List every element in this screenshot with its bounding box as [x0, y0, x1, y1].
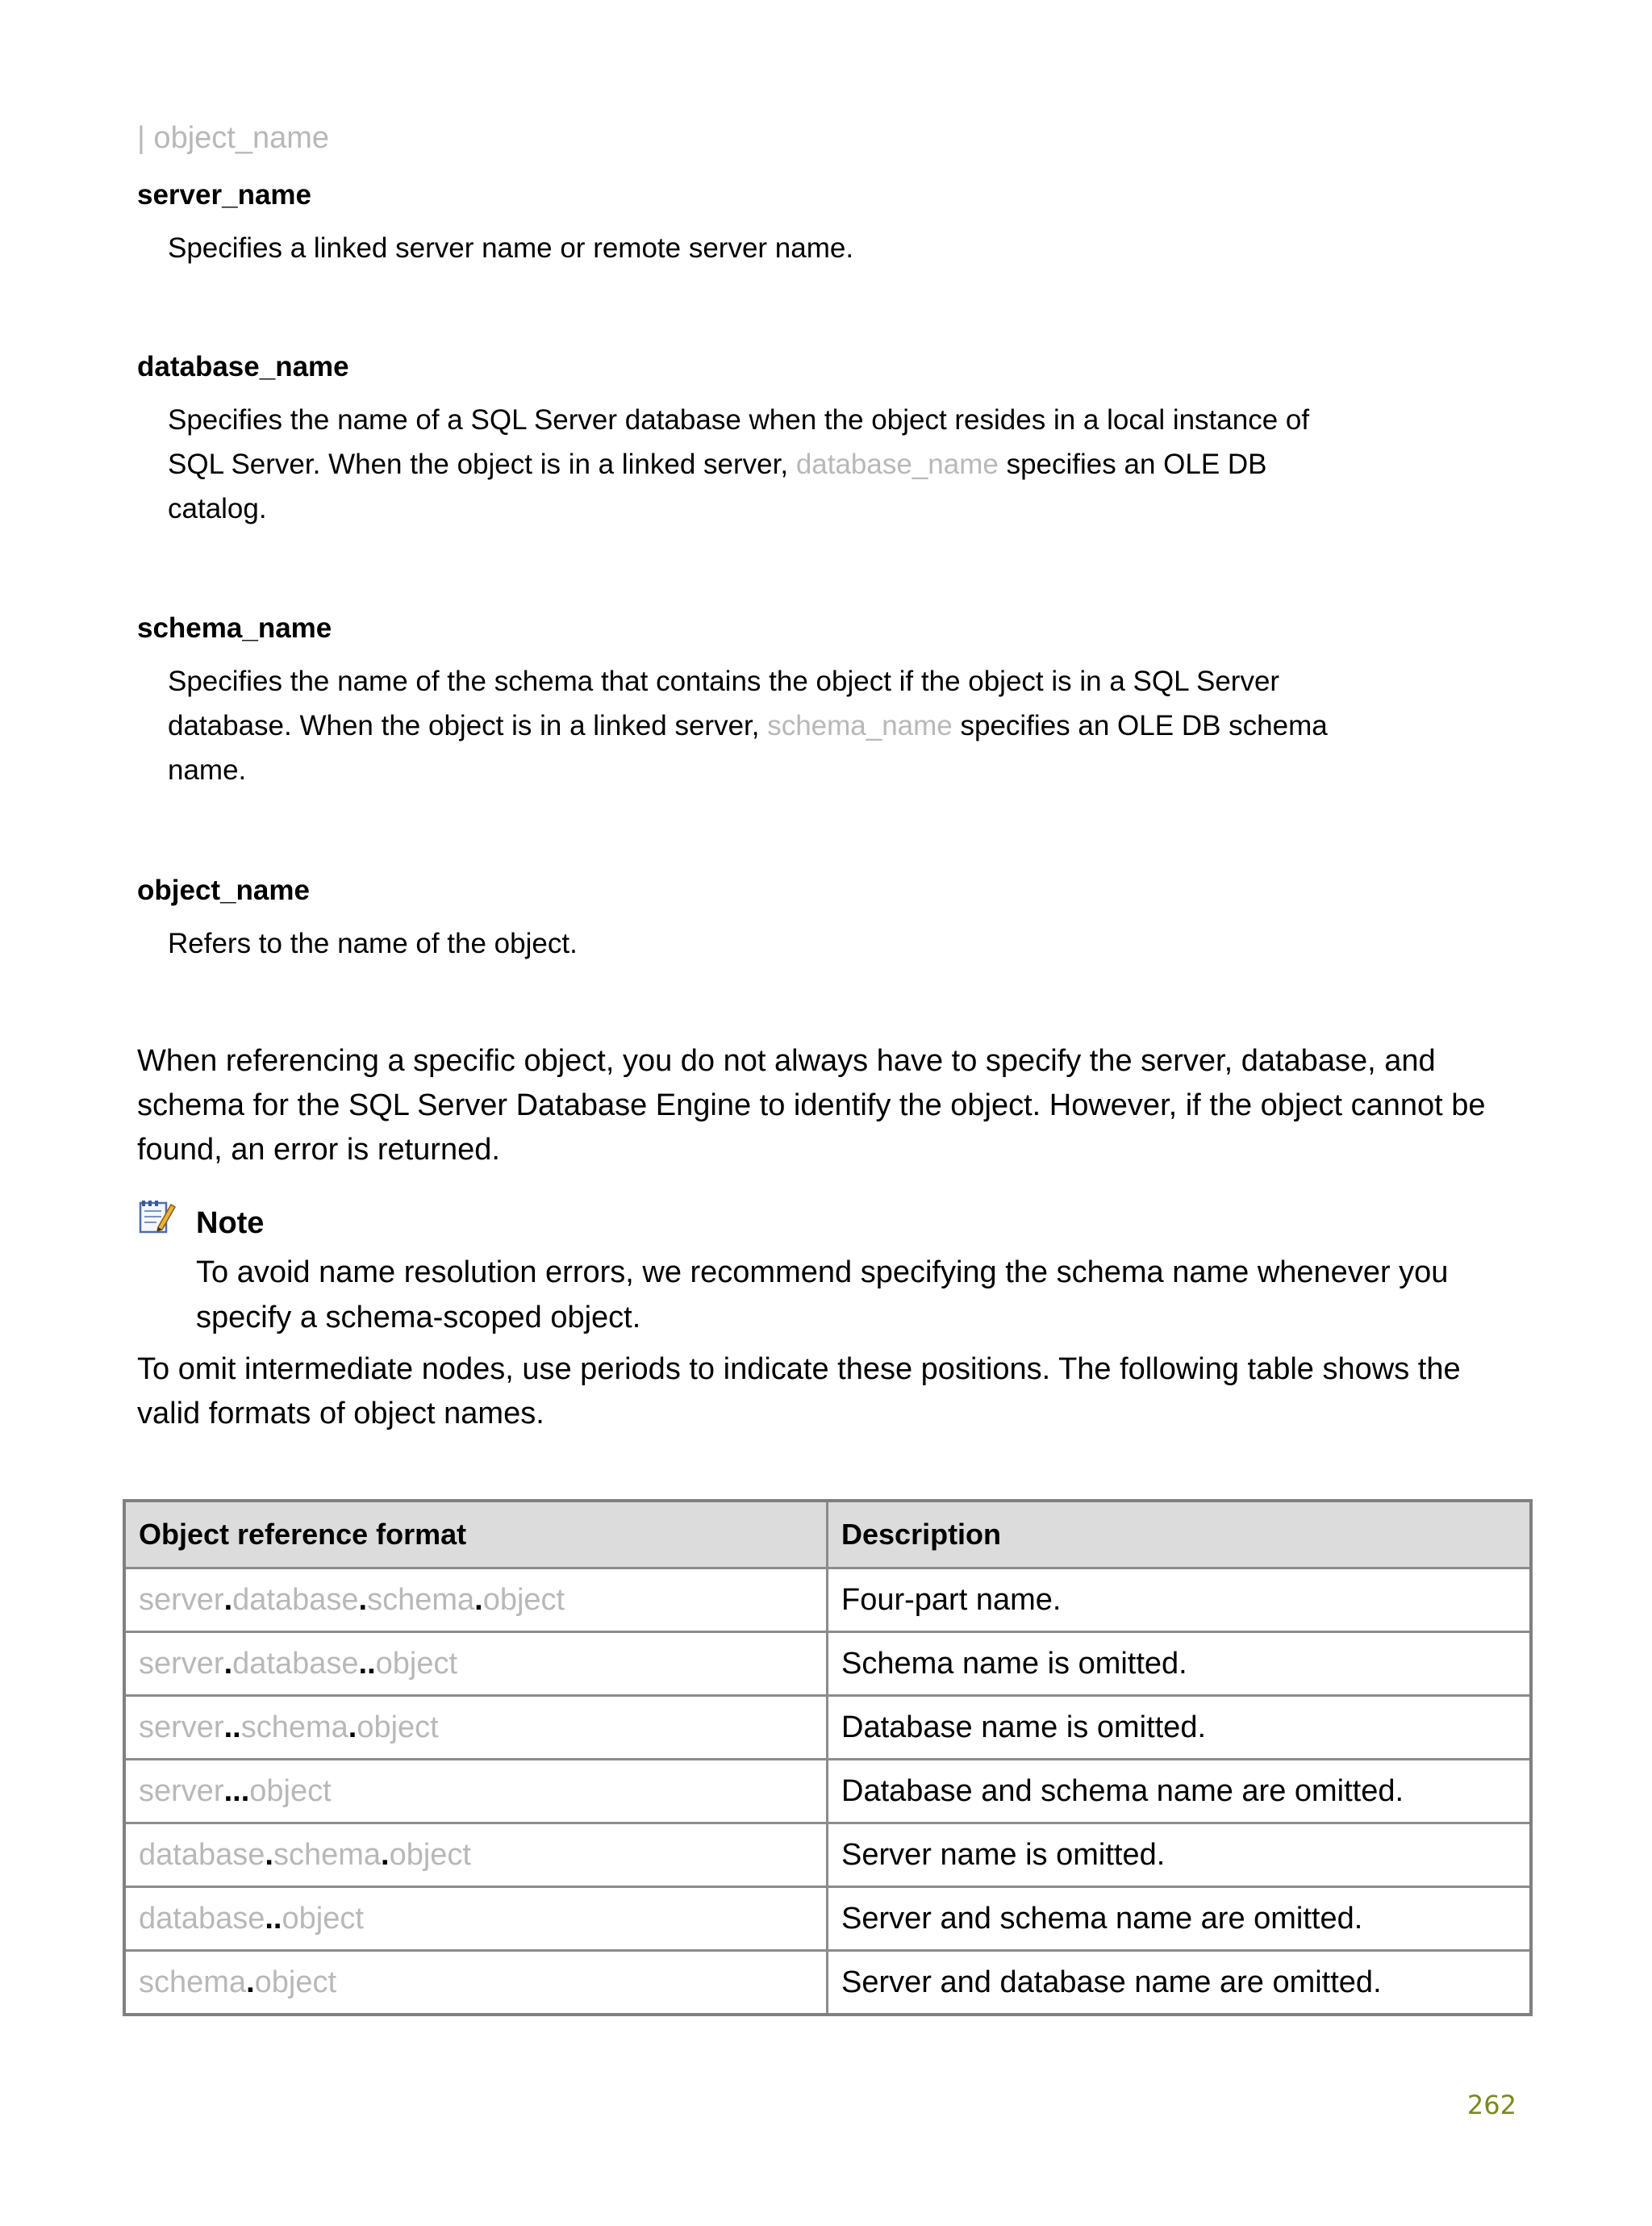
format-part: database [232, 1646, 359, 1681]
def-text-a: Specifies the name of a SQL Server database when the object resides in a local instance of SQL Server. When the object is in a linked server, [168, 404, 1310, 480]
format-part: object [375, 1646, 458, 1681]
format-separator: ... [223, 1773, 250, 1808]
def-schema-name [168, 659, 1337, 792]
format-separator: . [246, 1965, 255, 1999]
format-part: server [139, 1582, 224, 1617]
def-ref-database-name: database_name [795, 449, 999, 480]
format-part: object [254, 1965, 337, 1999]
paragraph-referencing: When referencing a specific object, you do not always have to specify the server, database, and schema for the SQL Server Database Engine to identify the object. However, if the object cannot be found, an error is returned. [137, 1044, 1486, 1167]
table-header-row [124, 1501, 1531, 1568]
table-row [124, 1951, 1531, 2015]
description-cell: Schema name is omitted. [828, 1632, 1532, 1696]
format-part: server [139, 1646, 224, 1681]
paragraph-intermediate-nodes: To omit intermediate nodes, use periods to indicate these positions. The following table shows the valid formats of object names. [137, 1352, 1461, 1430]
description-cell: Database and schema name are omitted. [828, 1760, 1532, 1823]
object-format-table [123, 1499, 1533, 2016]
format-part: schema [367, 1582, 475, 1617]
header-description: Description [828, 1501, 1532, 1568]
description-cell: Server name is omitted. [828, 1823, 1532, 1887]
def-text-b: specifies an OLE DB catalog. [168, 449, 1267, 524]
description-cell: Four-part name. [828, 1568, 1532, 1632]
format-part: object [249, 1773, 332, 1808]
header-object-reference-format: Object reference format [124, 1501, 828, 1568]
format-cell [124, 1632, 828, 1696]
term-database-name: database_name [137, 351, 349, 382]
format-cell [124, 1568, 828, 1632]
table-row [124, 1887, 1531, 1951]
format-part: database [232, 1582, 359, 1617]
format-part: schema [139, 1965, 247, 1999]
format-separator: . [223, 1646, 233, 1681]
format-part: server [139, 1710, 224, 1744]
format-cell [124, 1760, 828, 1823]
format-part: server [139, 1773, 224, 1808]
format-part: schema [240, 1710, 348, 1744]
format-separator: . [265, 1837, 273, 1872]
note-body: To avoid name resolution errors, we recommend specifying the schema name whenever you specify a schema-scoped object. [196, 1255, 1449, 1334]
format-part: object [282, 1901, 364, 1936]
format-part: schema [273, 1837, 381, 1872]
page-number: 262 [1466, 2090, 1516, 2120]
format-cell [124, 1823, 828, 1887]
description-cell: Database name is omitted. [828, 1696, 1532, 1760]
table-row [124, 1760, 1531, 1823]
description-cell: Server and database name are omitted. [828, 1951, 1532, 2015]
format-separator: . [474, 1582, 483, 1617]
format-separator: . [223, 1582, 233, 1617]
term-object-name: object_name [137, 875, 310, 906]
note-icon [137, 1198, 176, 1235]
format-part: object [482, 1582, 565, 1617]
description-cell: Server and schema name are omitted. [828, 1887, 1532, 1951]
format-cell [124, 1887, 828, 1951]
format-separator: . [358, 1582, 368, 1617]
def-ref-schema-name: schema_name [767, 710, 953, 741]
table-row [124, 1823, 1531, 1887]
note-title: Note [196, 1206, 265, 1240]
table-row [124, 1568, 1531, 1632]
format-cell [124, 1951, 828, 2015]
table-row [124, 1696, 1531, 1760]
format-separator: .. [358, 1646, 376, 1681]
term-schema-name: schema_name [137, 612, 332, 644]
def-text-b: specifies an OLE DB schema name. [168, 710, 1328, 786]
format-part: database [139, 1837, 265, 1872]
def-object-name: Refers to the name of the object. [168, 928, 578, 959]
format-part: object [357, 1710, 439, 1744]
format-separator: . [348, 1710, 357, 1744]
format-separator: .. [265, 1901, 282, 1936]
format-cell [124, 1696, 828, 1760]
syntax-line: | object_name [137, 121, 330, 155]
term-server-name: server_name [137, 179, 311, 211]
def-text-a: Specifies the name of the schema that contains the object if the object is in a SQL Server database. When the object is in a linked server, [168, 666, 1280, 741]
format-part: database [139, 1901, 265, 1936]
def-database-name [168, 398, 1337, 531]
table-row [124, 1632, 1531, 1696]
format-part: object [389, 1837, 471, 1872]
format-separator: . [381, 1837, 390, 1872]
format-separator: .. [223, 1710, 241, 1744]
def-server-name: Specifies a linked server name or remote server name. [168, 232, 854, 264]
